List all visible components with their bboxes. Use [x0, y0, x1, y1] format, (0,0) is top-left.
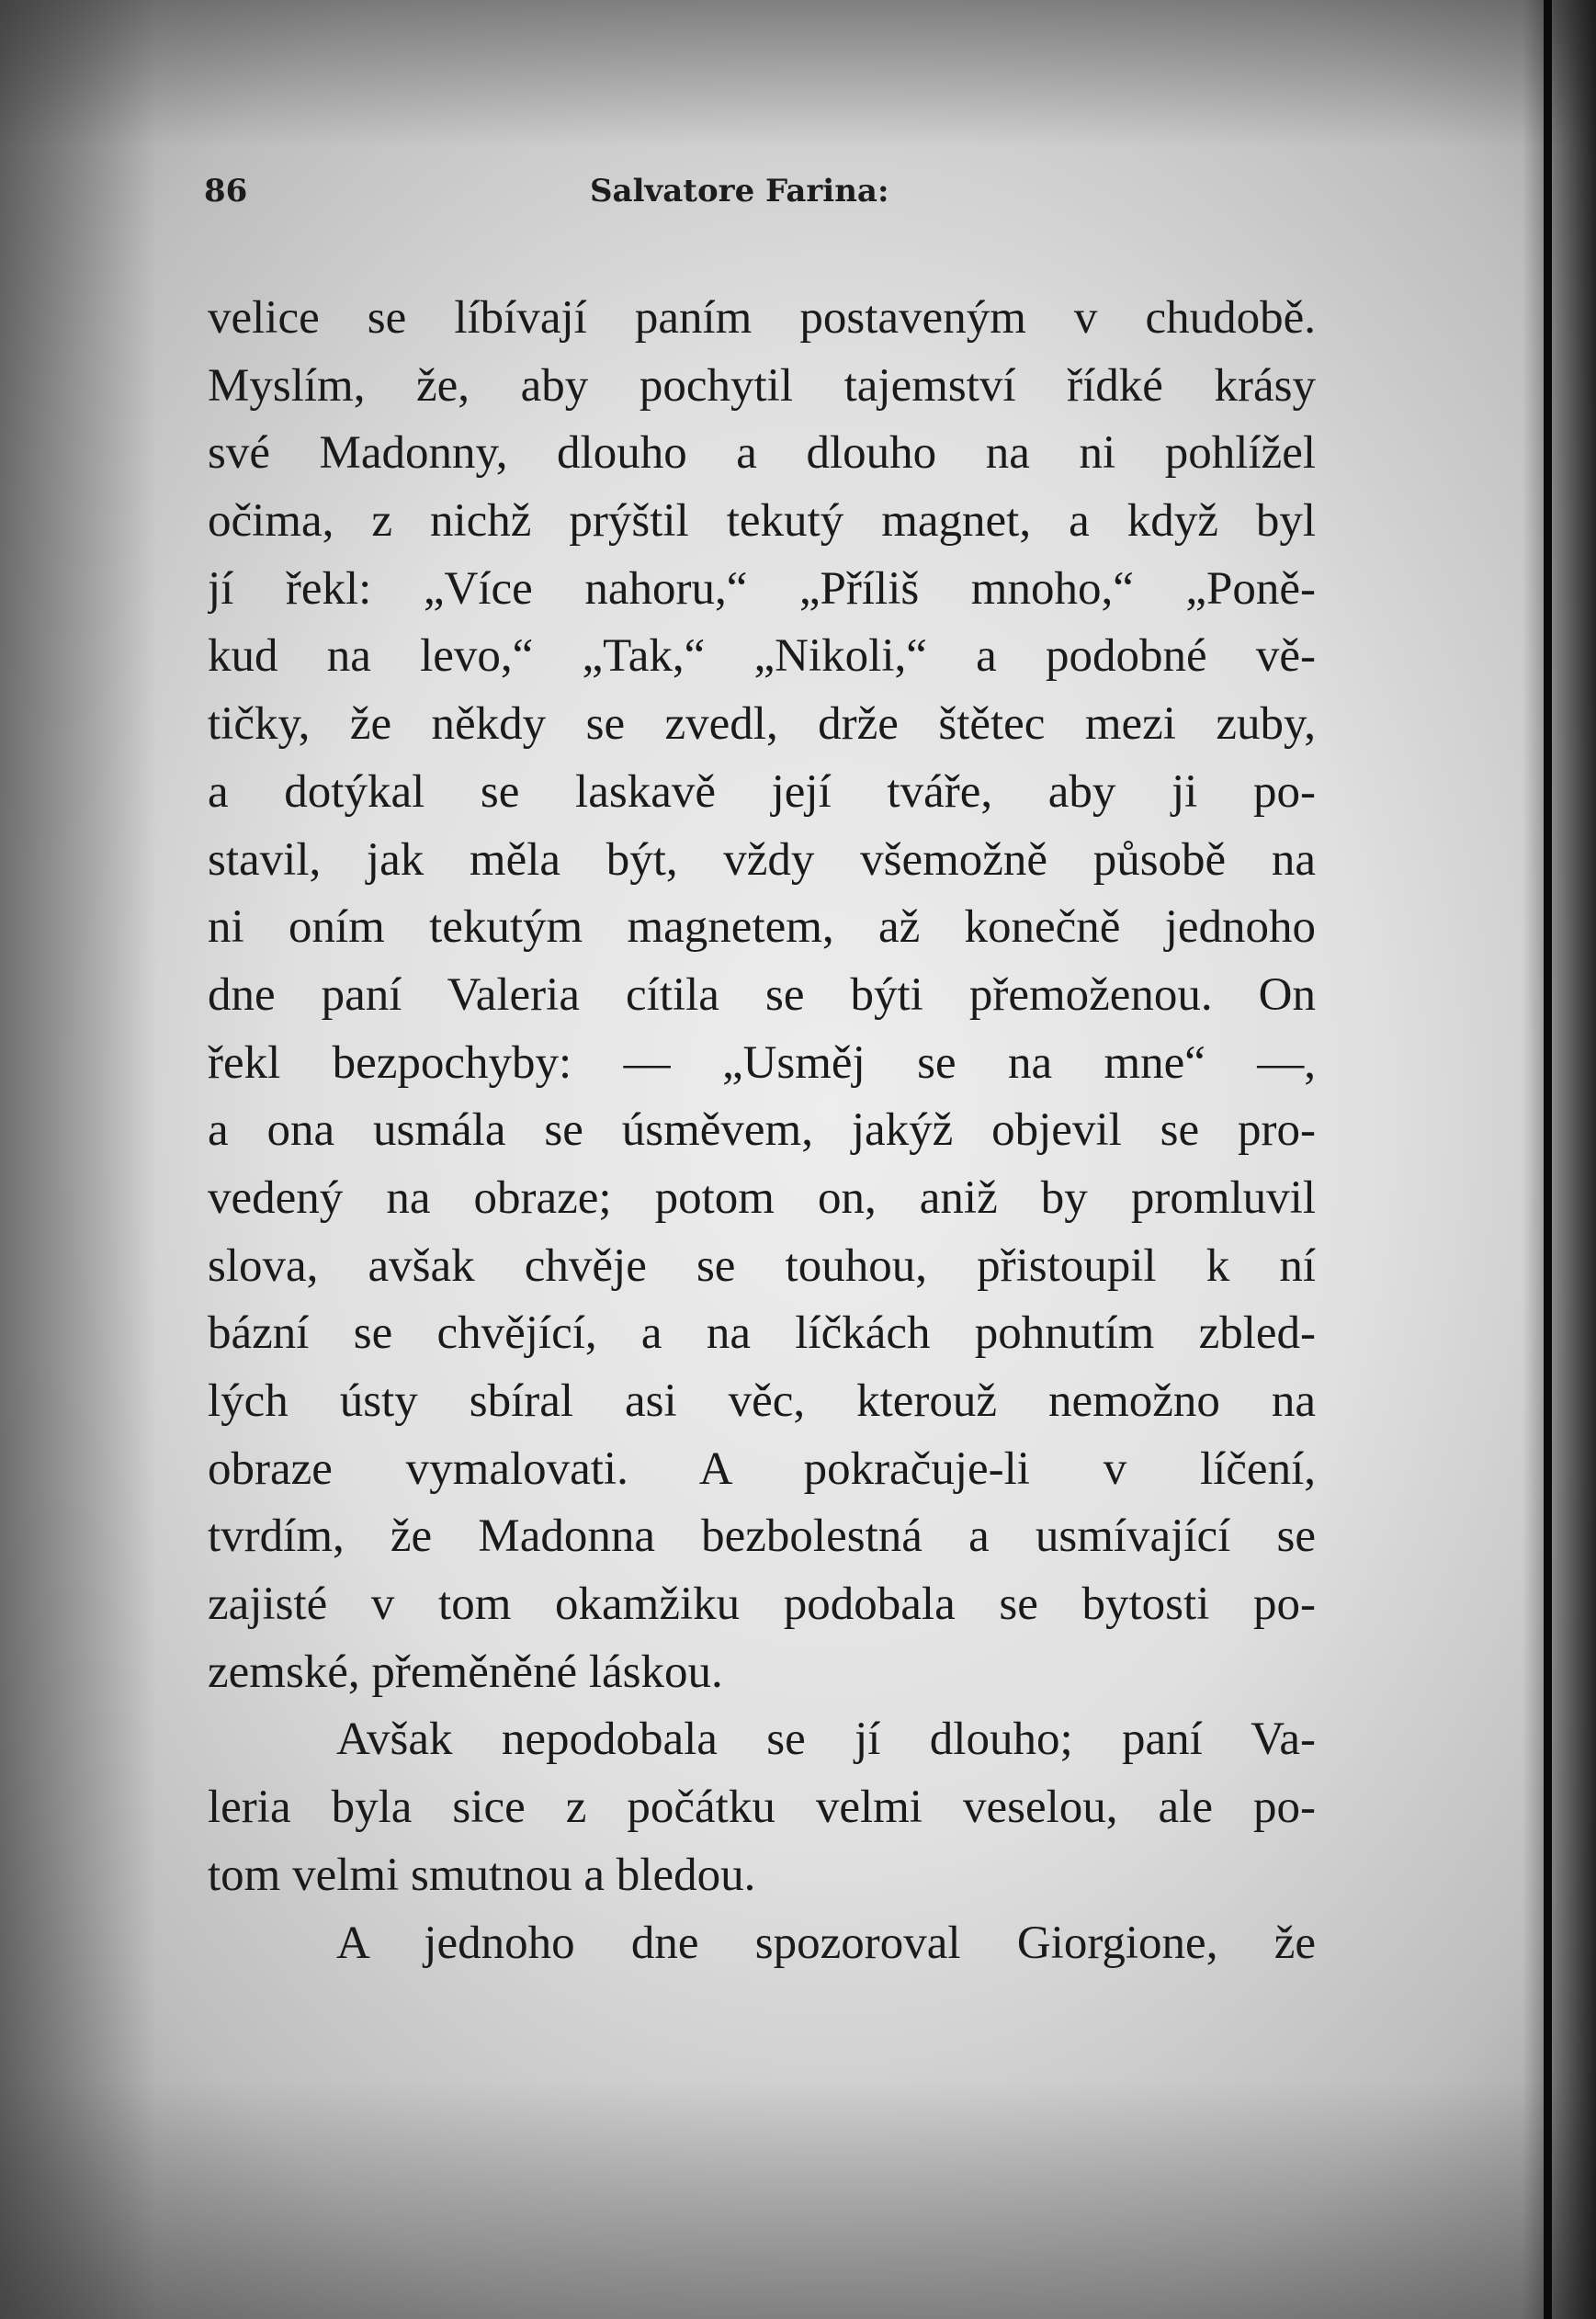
book-spine-edge: [1544, 0, 1552, 2319]
page-shadow-bottom: [0, 2080, 1596, 2319]
page-number: 86: [204, 173, 248, 209]
text-line: Avšak nepodobala se jí dlouho; paní Va-: [336, 1714, 1316, 1766]
text-line: zemské, přeměněné láskou.: [208, 1646, 723, 1698]
text-line: a ona usmála se úsměvem, jakýž objevil se pro-: [208, 1104, 1316, 1157]
text-line: stavil, jak měla být, vždy všemožně působě na: [208, 833, 1316, 886]
text-line: své Madonny, dlouho a dlouho na ni pohlížel: [208, 427, 1316, 480]
page-shadow-right: [1522, 0, 1596, 2319]
text-line: tom velmi smutnou a bledou.: [208, 1849, 756, 1901]
text-line: ni oním tekutým magnetem, až konečně jednoho: [208, 901, 1316, 954]
text-line: obraze vymalovati. A pokračuje-li v líčení,: [208, 1442, 1316, 1495]
text-line: A jednoho dne spozoroval Giorgione, že: [336, 1917, 1316, 1969]
page-shadow-top: [0, 0, 1596, 147]
text-line: tvrdím, že Madonna bezbolestná a usmívající se: [208, 1510, 1316, 1563]
text-line: velice se líbívají paním postaveným v chudobě.: [208, 292, 1316, 344]
text-line: a dotýkal se laskavě její tváře, aby ji po-: [208, 765, 1316, 818]
text-line: jí řekl: „Více nahoru,“ „Příliš mnoho,“ „Poně-: [208, 562, 1316, 615]
running-head: Salvatore Farina:: [590, 173, 889, 209]
text-line: lých ústy sbíral asi věc, kterouž nemožno na: [208, 1375, 1316, 1427]
text-line: řekl bezpochyby: — „Usměj se na mne“ —,: [208, 1036, 1316, 1089]
text-line: bázní se chvějící, a na líčkách pohnutím zbled-: [208, 1307, 1316, 1360]
text-line: Myslím, že, aby pochytil tajemství řídké krásy: [208, 359, 1316, 412]
text-line: vedený na obraze; potom on, aniž by promluvil: [208, 1171, 1316, 1224]
text-line: leria byla sice z počátku velmi veselou, ale po-: [208, 1782, 1316, 1834]
page-header: [204, 173, 1307, 228]
page-shadow-left: [0, 0, 156, 2319]
text-line: zajisté v tom okamžiku podobala se bytosti po-: [208, 1578, 1316, 1631]
body-text: [208, 285, 1316, 1977]
text-line: kud na levo,“ „Tak,“ „Nikoli,“ a podobné vě-: [208, 630, 1316, 683]
text-line: očima, z nichž prýštil tekutý magnet, a když byl: [208, 495, 1316, 548]
text-line: dne paní Valeria cítila se býti přemoženou. On: [208, 968, 1316, 1021]
text-line: tičky, že někdy se zvedl, drže štětec mezi zuby,: [208, 698, 1316, 751]
text-line: slova, avšak chvěje se touhou, přistoupil k ní: [208, 1239, 1316, 1292]
